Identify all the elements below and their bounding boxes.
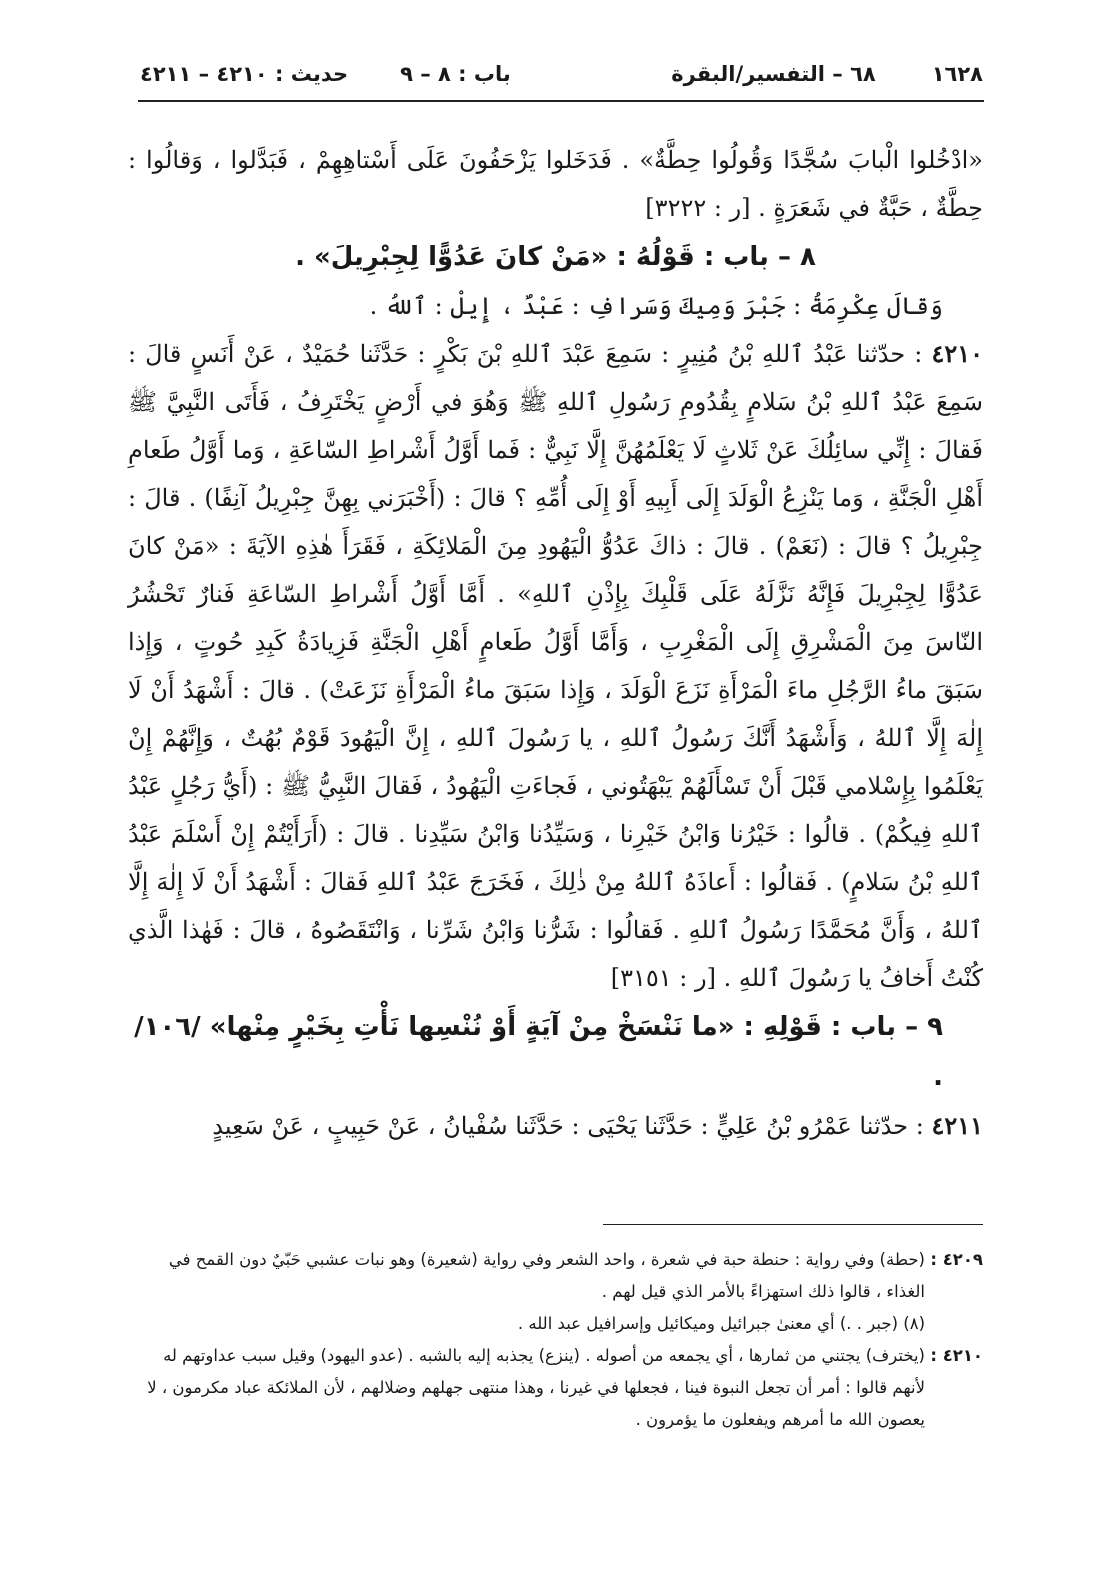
header-left-group <box>140 62 511 86</box>
main-text <box>128 136 983 1150</box>
ikrima-statement: وَقالَ عِكْرِمَةُ : جَبْرَ وَمِيكَ وَسَرافِ : عَبْدٌ ، إِيلْ : ٱللهُ . <box>369 292 943 320</box>
header-divider <box>138 100 984 102</box>
footnote-bab-8: (٨) (جبر . .) أي معنىٰ جبرائيل وميكائيل وإسرافيل عبد الله . <box>517 1314 925 1333</box>
quran-continuation-paragraph: «ادْخُلوا الْبابَ سُجَّدًا وَقُولُوا حِطَّةٌ» . فَدَخَلوا يَزْحَفُونَ عَلَى أَسْتاهِهِمْ ، فَبَدَّلوا ، وَقالُوا : حِطَّةٌ ، حَبَّةٌ في شَعَرَةٍ . [ر : ٣٢٢٢] <box>128 146 983 222</box>
footnote-number: ٤٢١٠ : <box>930 1346 983 1365</box>
header-right-group <box>671 62 983 86</box>
bab-9-heading: ٩ – باب : قَوْلِهِ : «ما نَنْسَخْ مِنْ آيَةٍ أَوْ نُنْسِها نَأْتِ بِخَيْرٍ مِنْها» /١٠٦/ . <box>134 1012 943 1092</box>
footnote-divider <box>603 1224 983 1225</box>
bab-range: باب : ٨ – ٩ <box>400 62 511 86</box>
hadith-text: : حدّثنا عَبْدُ ٱللهِ بْنُ مُنِيرٍ : سَمِعَ عَبْدَ ٱللهِ بْنَ بَكْرٍ : حَدَّثَنا حُمَيْدٌ ، عَنْ أَنَسٍ قالَ : سَمِعَ عَبْدُ ٱللهِ بْنُ سَلامٍ بِقُدُومِ رَسُولِ ٱللهِ ﷺ وَهُوَ في أَرْضٍ يَخْتَرِفُ ، فَأَتَى النَّبِيَّ ﷺ فَقالَ : إِنِّي سائِلُكَ عَنْ ثَلاثٍ لَا يَعْلَمُهُنَّ إِلَّا نَبِيٌّ : فَما أَوَّلُ أَشْراطِ السّاعَةِ ، وَما أَوَّلُ طَعامِ أَهْلِ الْجَنَّةِ ، وَما يَنْزِعُ الْوَلَدَ إِلَى أَبِيهِ أَوْ إِلَى أُمِّهِ ؟ قالَ : (أَخْبَرَني بِهِنَّ جِبْرِيلُ آنِفًا) . قالَ : جِبْرِيلُ ؟ قالَ : (نَعَمْ) . قالَ : ذاكَ عَدُوُّ الْيَهُودِ مِنَ الْمَلائِكَةِ ، فَقَرَأَ هٰذِهِ الآيَةَ : «مَنْ كانَ عَدُوًّا لِجِبْرِيلَ فَإِنَّهُ نَزَّلَهُ عَلَى قَلْبِكَ بِإِذْنِ ٱللهِ» . أَمَّا أَوَّلُ أَشْراطِ السّاعَةِ فَنارٌ تَحْشُرُ النّاسَ مِنَ الْمَشْرِقِ إِلَى الْمَغْرِبِ ، وَأَمَّا أَوَّلُ طَعامٍ أَهْلِ الْجَنَّةِ فَزِيادَةُ كَبِدِ حُوتٍ ، وَإِذا سَبَقَ ماءُ الرَّجُلِ ماءَ الْمَرْأَةِ نَزَعَ الْوَلَدَ ، وَإِذا سَبَقَ ماءُ الْمَرْأَةِ نَزَعَتْ) . قالَ : أَشْهَدُ أَنْ لَا إِلٰهَ إِلَّا ٱللهُ ، وَأَشْهَدُ أَنَّكَ رَسُولُ ٱللهِ ، يا رَسُولَ ٱللهِ ، إِنَّ الْيَهُودَ قَوْمٌ بُهُتٌ ، وَإِنَّهُمْ إِنْ يَعْلَمُوا بِإِسْلامي قَبْلَ أَنْ تَسْأَلَهُمْ يَبْهَتُوني ، فَجاءَتِ الْيَهُودُ ، فَقالَ النَّبِيُّ ﷺ : (أَيُّ رَجُلٍ عَبْدُ ٱللهِ فِيكُمْ) . قالُوا : خَيْرُنا وَابْنُ خَيْرِنا ، وَسَيِّدُنا وَابْنُ سَيِّدِنا . قالَ : (أَرَأَيْتُمْ إِنْ أَسْلَمَ عَبْدُ ٱللهِ بْنُ سَلامٍ) . فَقالُوا : أَعاذَهُ ٱللهُ مِنْ ذٰلِكَ ، فَخَرَجَ عَبْدُ ٱللهِ فَقالَ : أَشْهَدُ أَنْ لَا إِلٰهَ إِلَّا ٱللهُ ، وَأَنَّ مُحَمَّدًا رَسُولُ ٱللهِ . فَقالُوا : شَرُّنا وَابْنُ شَرِّنا ، وَانْتَقَصُوهُ ، قالَ : فَهٰذا الَّذي كُنْتُ أَخافُ يا رَسُولَ ٱللهِ . [ر : ٣١٥١] <box>128 340 984 992</box>
hadith-number: ٤٢١٠ <box>931 339 983 368</box>
book-title: ٦٨ – التفسير/البقرة <box>671 62 876 86</box>
hadith-4211 <box>128 1102 983 1150</box>
hadith-4210 <box>128 330 983 1002</box>
page-number: ١٦٢٨ <box>931 62 983 86</box>
hadith-range: حديث : ٤٢١٠ – ٤٢١١ <box>140 62 349 86</box>
footnote-text: (حطة) وفي رواية : حنطة حبة في شعرة ، واحد الشعر وفي رواية (شعيرة) وهو نبات عشبي حَبّيٌ دون القمح في الغذاء ، قالوا ذلك استهزاءً بالأمر الذي قيل لهم . <box>168 1250 925 1301</box>
bab-8-heading: ٨ – باب : قَوْلُهُ : «مَنْ كانَ عَدُوًّا لِجِبْرِيلَ» . <box>295 242 816 272</box>
footnote-number: ٤٢٠٩ : <box>930 1250 983 1269</box>
footnotes <box>128 1244 983 1436</box>
footnote-text: (يخترف) يجتني من ثمارها ، أي يجمعه من أصوله . (ينزع) يجذبه إليه بالشبه . (عدو اليهود) وقيل سبب عداوتهم له لأنهم قالوا : أمر أن تجعل النبوة فينا ، فجعلها في غيرنا ، وهذا منتهى جهلهم وضلالهم ، لأن الملائكة عباد مكرمون ، لا يعصون الله ما أمرهم ويفعلون ما يؤمرون . <box>147 1346 925 1429</box>
hadith-number: ٤٢١١ <box>931 1111 983 1140</box>
hadith-text: : حدّثنا عَمْرُو بْنُ عَلِيٍّ : حَدَّثَنا يَحْيَى : حَدَّثَنا سُفْيانُ ، عَنْ حَبِيبٍ ، عَنْ سَعِيدٍ <box>212 1112 924 1140</box>
footnote-4210 <box>128 1340 983 1436</box>
footnote-4209 <box>128 1244 983 1308</box>
page-header <box>140 52 983 96</box>
